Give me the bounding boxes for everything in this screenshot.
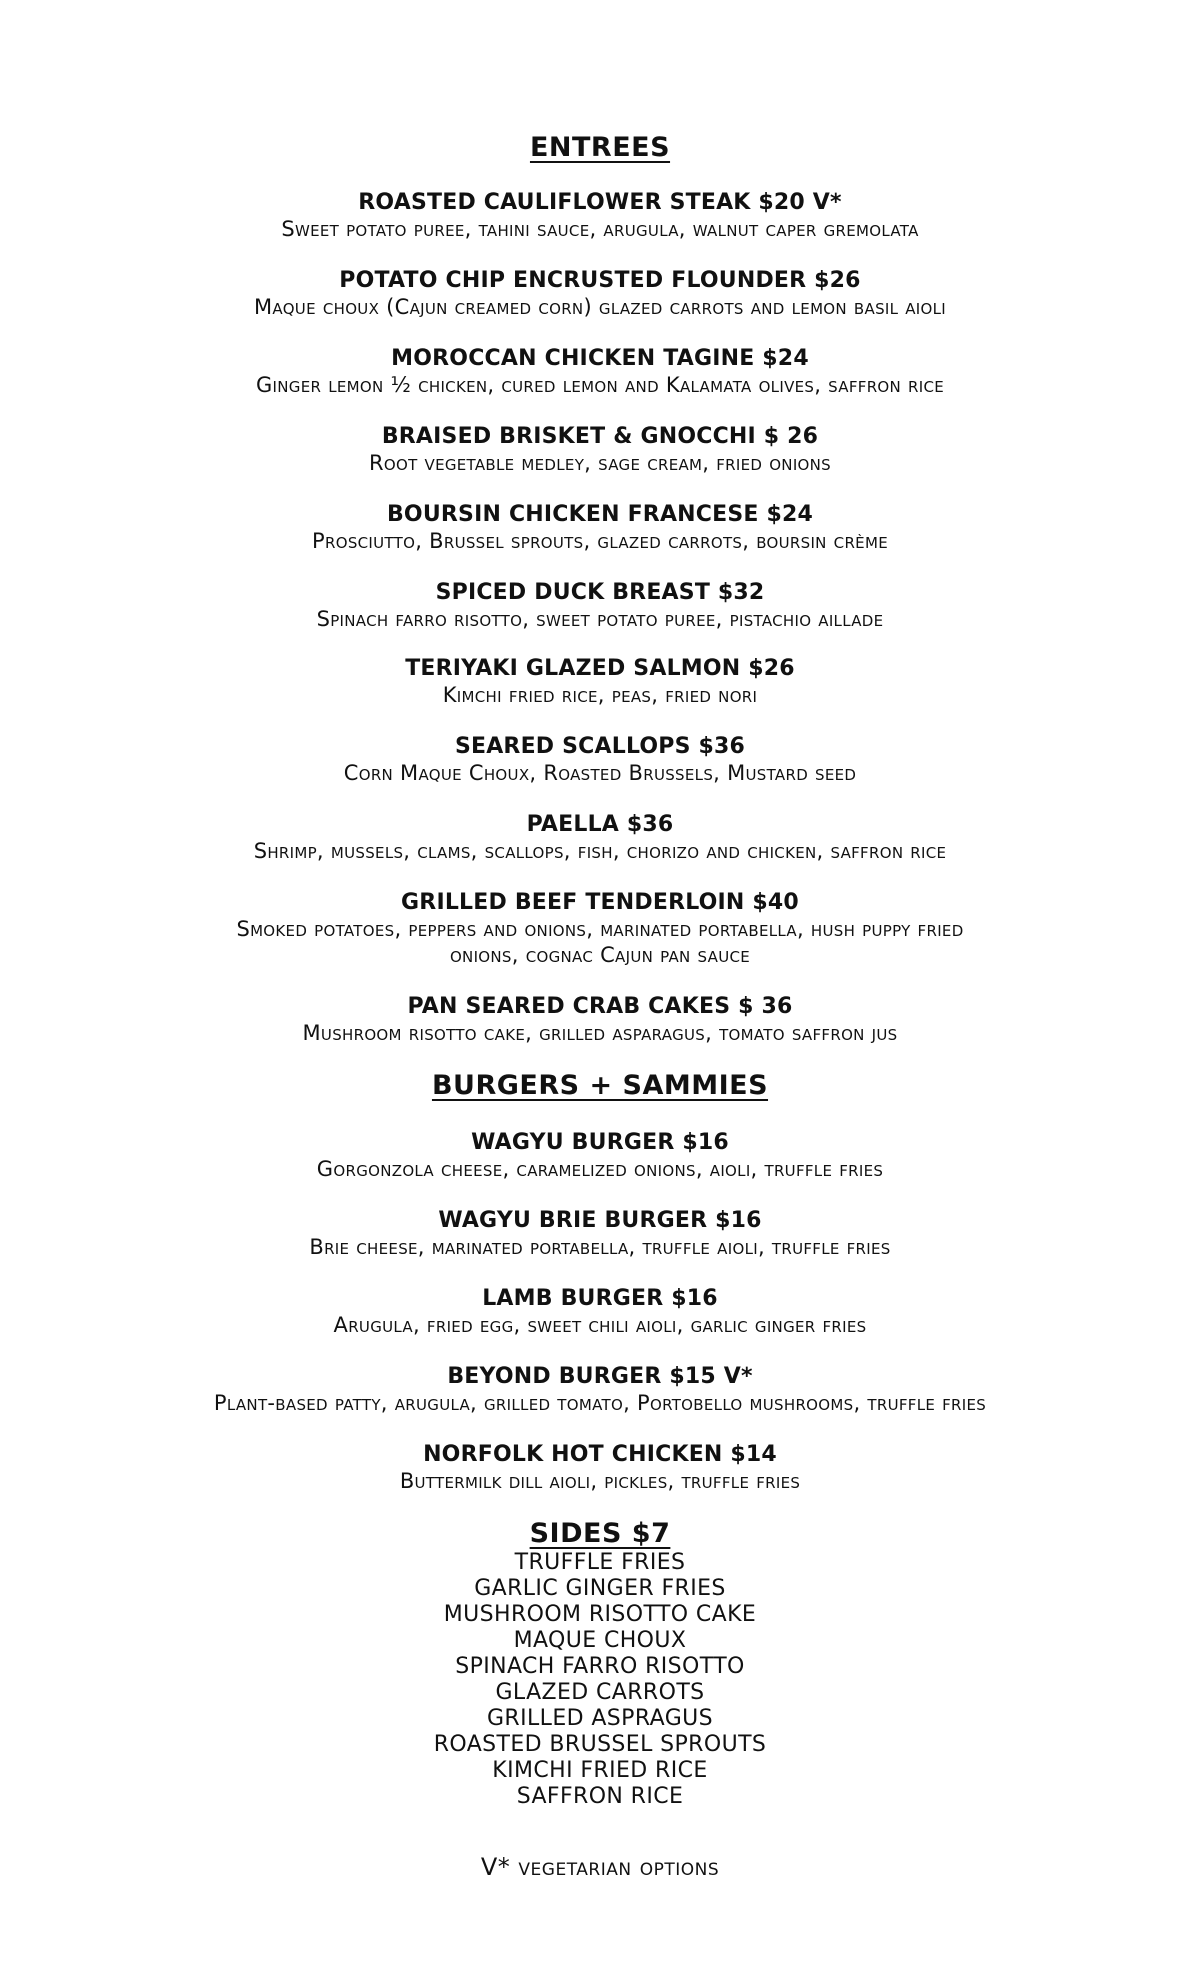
burger-item bbox=[0, 1286, 1200, 1338]
entree-description: Maque choux (Cajun creamed corn) glazed carrots and lemon basil aioli bbox=[253, 295, 947, 319]
entrees-title: ENTREES bbox=[529, 132, 671, 163]
burger-name: BEYOND BURGER $15 V* bbox=[447, 1364, 753, 1389]
burgers-section bbox=[0, 1070, 1200, 1102]
entree-description: Kimchi fried rice, peas, fried nori bbox=[442, 683, 758, 707]
burger-name: WAGYU BURGER $16 bbox=[471, 1130, 729, 1155]
entree-item bbox=[0, 424, 1200, 476]
entree-name: BRAISED BRISKET & GNOCCHI $ 26 bbox=[381, 424, 819, 449]
entree-description: Ginger lemon ½ chicken, cured lemon and Kalamata olives, saffron rice bbox=[255, 373, 945, 397]
burgers-title: BURGERS + SAMMIES bbox=[431, 1070, 769, 1101]
entree-name: GRILLED BEEF TENDERLOIN $40 bbox=[401, 890, 799, 915]
side-item: KIMCHI FRIED RICE bbox=[492, 1758, 708, 1783]
entree-item bbox=[0, 656, 1200, 708]
entree-description: Sweet potato puree, tahini sauce, arugula, walnut caper gremolata bbox=[281, 217, 919, 241]
entree-name: MOROCCAN CHICKEN TAGINE $24 bbox=[391, 346, 809, 371]
entree-name: PAN SEARED CRAB CAKES $ 36 bbox=[407, 994, 793, 1019]
burger-name: LAMB BURGER $16 bbox=[482, 1286, 718, 1311]
entree-name: PAELLA $36 bbox=[526, 812, 674, 837]
burger-item bbox=[0, 1442, 1200, 1494]
entree-description: Root vegetable medley, sage cream, fried onions bbox=[368, 451, 832, 475]
burger-item bbox=[0, 1208, 1200, 1260]
side-item: MAQUE CHOUX bbox=[513, 1628, 687, 1653]
burger-description: Arugula, fried egg, sweet chili aioli, garlic ginger fries bbox=[333, 1313, 867, 1337]
entree-item bbox=[0, 502, 1200, 554]
vegetarian-footnote: V* vegetarian options bbox=[480, 1853, 720, 1881]
entree-description: Smoked potatoes, peppers and onions, marinated portabella, hush puppy fried onions, cognac Cajun pan sauce bbox=[236, 917, 964, 967]
sides-title: SIDES $7 bbox=[529, 1518, 671, 1549]
entree-name: POTATO CHIP ENCRUSTED FLOUNDER $26 bbox=[339, 268, 861, 293]
side-item: SAFFRON RICE bbox=[516, 1784, 684, 1809]
burger-description: Plant-based patty, arugula, grilled tomato, Portobello mushrooms, truffle fries bbox=[213, 1391, 987, 1415]
entree-item bbox=[0, 346, 1200, 398]
burger-description: Buttermilk dill aioli, pickles, truffle fries bbox=[399, 1469, 801, 1493]
entree-name: TERIYAKI GLAZED SALMON $26 bbox=[405, 656, 795, 681]
side-item: GARLIC GINGER FRIES bbox=[474, 1576, 726, 1601]
side-item: ROASTED BRUSSEL SPROUTS bbox=[433, 1732, 767, 1757]
side-item: GLAZED CARROTS bbox=[495, 1680, 705, 1705]
burger-item bbox=[0, 1130, 1200, 1182]
entree-item bbox=[0, 994, 1200, 1046]
burger-name: NORFOLK HOT CHICKEN $14 bbox=[423, 1442, 777, 1467]
entree-description: Mushroom risotto cake, grilled asparagus, tomato saffron jus bbox=[302, 1021, 898, 1045]
burger-description: Brie cheese, marinated portabella, truffle aioli, truffle fries bbox=[309, 1235, 891, 1259]
entree-description: Shrimp, mussels, clams, scallops, fish, chorizo and chicken, saffron rice bbox=[253, 839, 947, 863]
side-item: SPINACH FARRO RISOTTO bbox=[455, 1654, 745, 1679]
entree-item bbox=[0, 890, 1200, 968]
entrees-section bbox=[0, 132, 1200, 164]
entree-name: SEARED SCALLOPS $36 bbox=[454, 734, 746, 759]
burger-name: WAGYU BRIE BURGER $16 bbox=[438, 1208, 762, 1233]
entree-name: ROASTED CAULIFLOWER STEAK $20 V* bbox=[358, 190, 842, 215]
side-item: GRILLED ASPRAGUS bbox=[486, 1706, 714, 1731]
sides-section bbox=[0, 1518, 1200, 1810]
burger-description: Gorgonzola cheese, caramelized onions, aioli, truffle fries bbox=[316, 1157, 884, 1181]
entree-item bbox=[0, 268, 1200, 320]
entree-item bbox=[0, 190, 1200, 242]
entree-description: Corn Maque Choux, Roasted Brussels, Mustard seed bbox=[343, 761, 857, 785]
entree-name: BOURSIN CHICKEN FRANCESE $24 bbox=[386, 502, 814, 527]
sides-list bbox=[0, 1550, 1200, 1810]
entree-item bbox=[0, 812, 1200, 864]
entree-name: SPICED DUCK BREAST $32 bbox=[435, 580, 765, 605]
entree-description: Spinach farro risotto, sweet potato puree, pistachio aillade bbox=[316, 607, 884, 631]
side-item: MUSHROOM RISOTTO CAKE bbox=[443, 1602, 757, 1627]
entree-item bbox=[0, 580, 1200, 632]
side-item: TRUFFLE FRIES bbox=[514, 1550, 686, 1575]
burger-item bbox=[0, 1364, 1200, 1416]
entree-description: Prosciutto, Brussel sprouts, glazed carrots, boursin crème bbox=[312, 529, 888, 553]
entree-item bbox=[0, 734, 1200, 786]
